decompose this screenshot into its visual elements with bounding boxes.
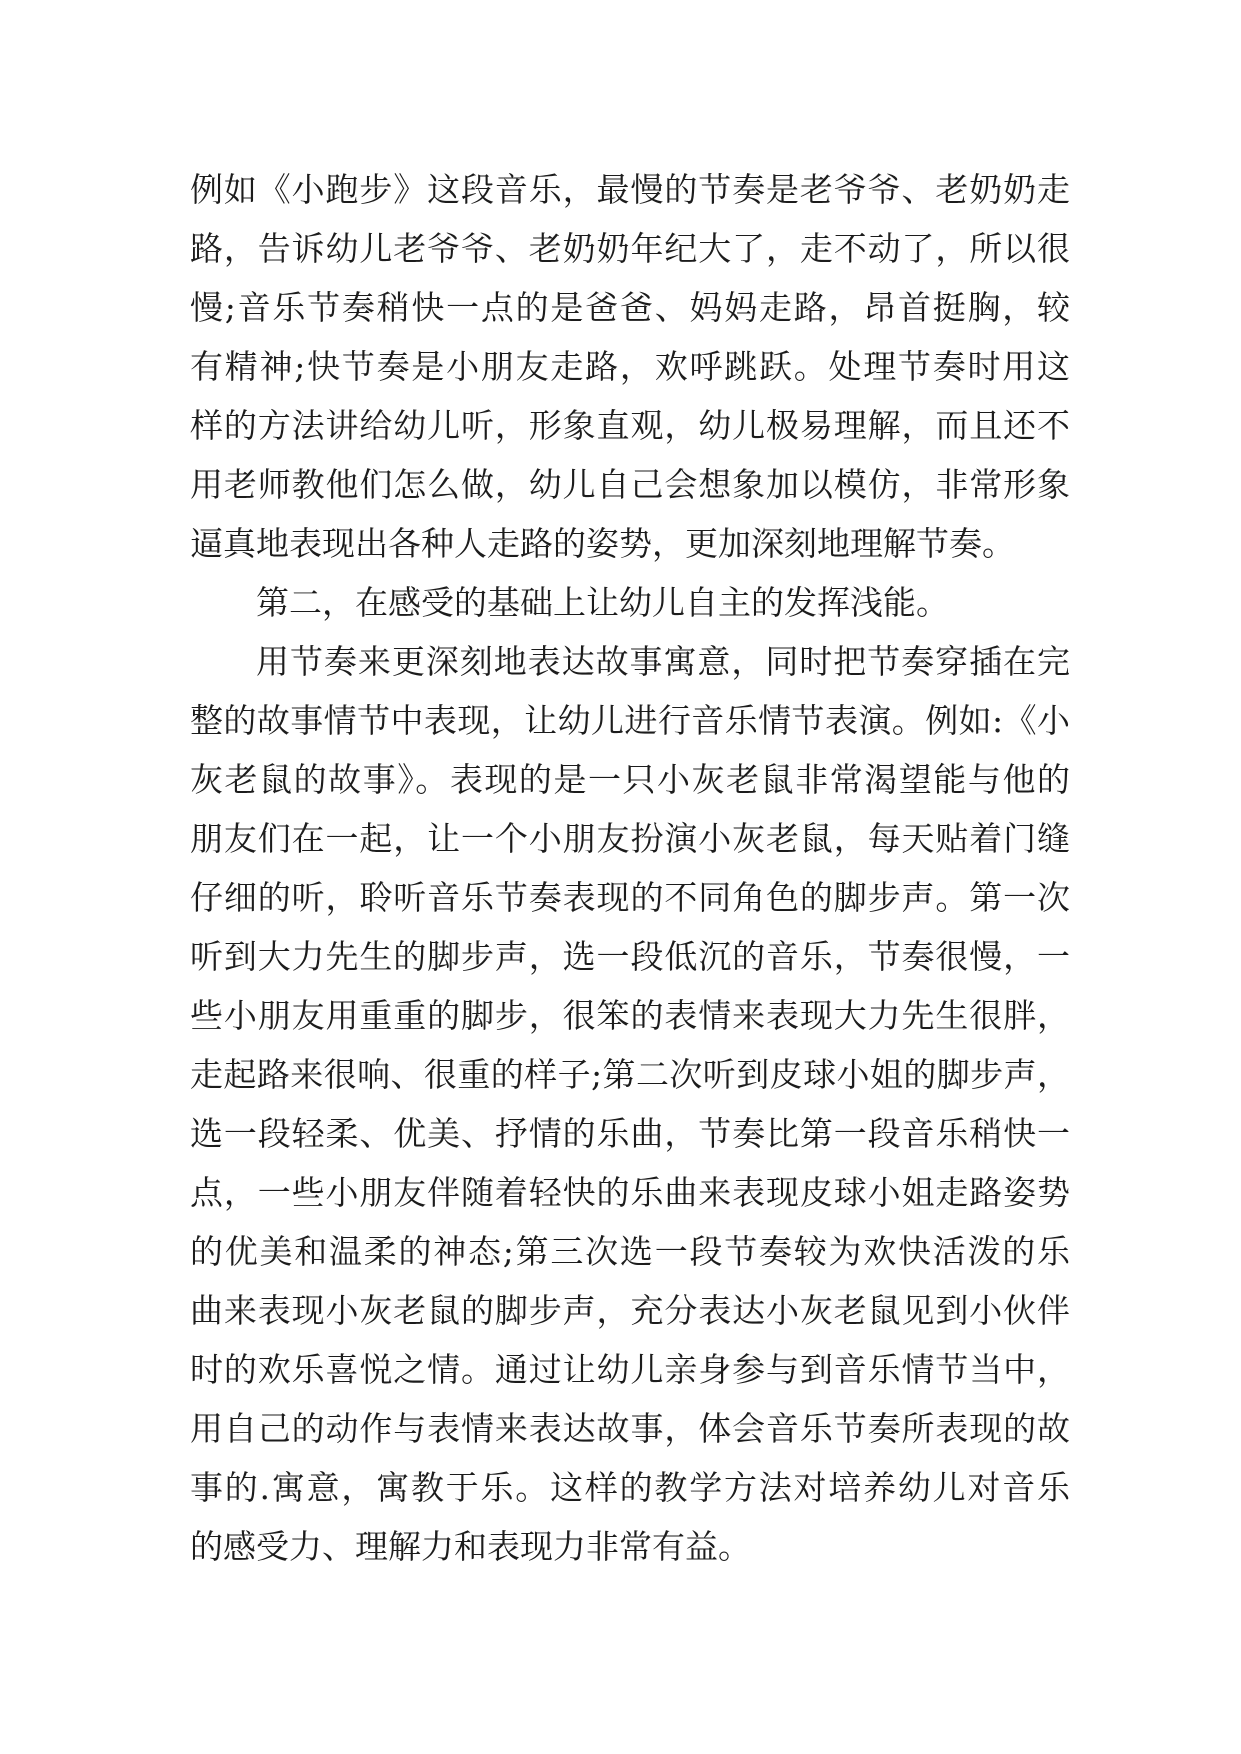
body-text	[190, 160, 1070, 1576]
text-line: 走起路来很响、很重的样子;第二次听到皮球小姐的脚步声，	[190, 1055, 1070, 1094]
text-line: 例如《小跑步》这段音乐，最慢的节奏是老爷爷、老奶奶走	[190, 170, 1070, 209]
text-line: 路，告诉幼儿老爷爷、老奶奶年纪大了，走不动了，所以很	[190, 229, 1070, 268]
text-line: 有精神;快节奏是小朋友走路，欢呼跳跃。处理节奏时用这	[190, 347, 1070, 386]
text-line: 逼真地表现出各种人走路的姿势，更加深刻地理解节奏。	[190, 524, 1015, 563]
text-line: 用老师教他们怎么做，幼儿自己会想象加以模仿，非常形象	[190, 465, 1070, 504]
text-line: 朋友们在一起，让一个小朋友扮演小灰老鼠，每天贴着门缝	[190, 819, 1070, 858]
text-line: 灰老鼠的故事》。表现的是一只小灰老鼠非常渴望能与他的	[190, 760, 1070, 799]
text-line: 用自己的动作与表情来表达故事，体会音乐节奏所表现的故	[190, 1409, 1070, 1448]
text-line: 时的欢乐喜悦之情。通过让幼儿亲身参与到音乐情节当中，	[190, 1350, 1070, 1389]
text-line: 事的.寓意，寓教于乐。这样的教学方法对培养幼儿对音乐	[190, 1468, 1070, 1507]
text-line: 用节奏来更深刻地表达故事寓意，同时把节奏穿插在完	[256, 642, 1070, 681]
text-line: 选一段轻柔、优美、抒情的乐曲，节奏比第一段音乐稍快一	[190, 1114, 1070, 1153]
text-line: 仔细的听，聆听音乐节奏表现的不同角色的脚步声。第一次	[190, 878, 1070, 917]
text-line: 听到大力先生的脚步声，选一段低沉的音乐，节奏很慢，一	[190, 937, 1070, 976]
text-line: 慢;音乐节奏稍快一点的是爸爸、妈妈走路，昂首挺胸，较	[190, 288, 1070, 327]
text-line: 曲来表现小灰老鼠的脚步声，充分表达小灰老鼠见到小伙伴	[190, 1291, 1070, 1330]
text-line: 点，一些小朋友伴随着轻快的乐曲来表现皮球小姐走路姿势	[190, 1173, 1070, 1212]
text-line: 样的方法讲给幼儿听，形象直观，幼儿极易理解，而且还不	[190, 406, 1070, 445]
text-line: 的感受力、理解力和表现力非常有益。	[190, 1527, 751, 1566]
text-line: 的优美和温柔的神态;第三次选一段节奏较为欢快活泼的乐	[190, 1232, 1070, 1271]
text-line: 整的故事情节中表现，让幼儿进行音乐情节表演。例如:《小	[190, 701, 1070, 740]
text-line: 第二，在感受的基础上让幼儿自主的发挥浅能。	[256, 583, 949, 622]
text-line: 些小朋友用重重的脚步，很笨的表情来表现大力先生很胖，	[190, 996, 1070, 1035]
